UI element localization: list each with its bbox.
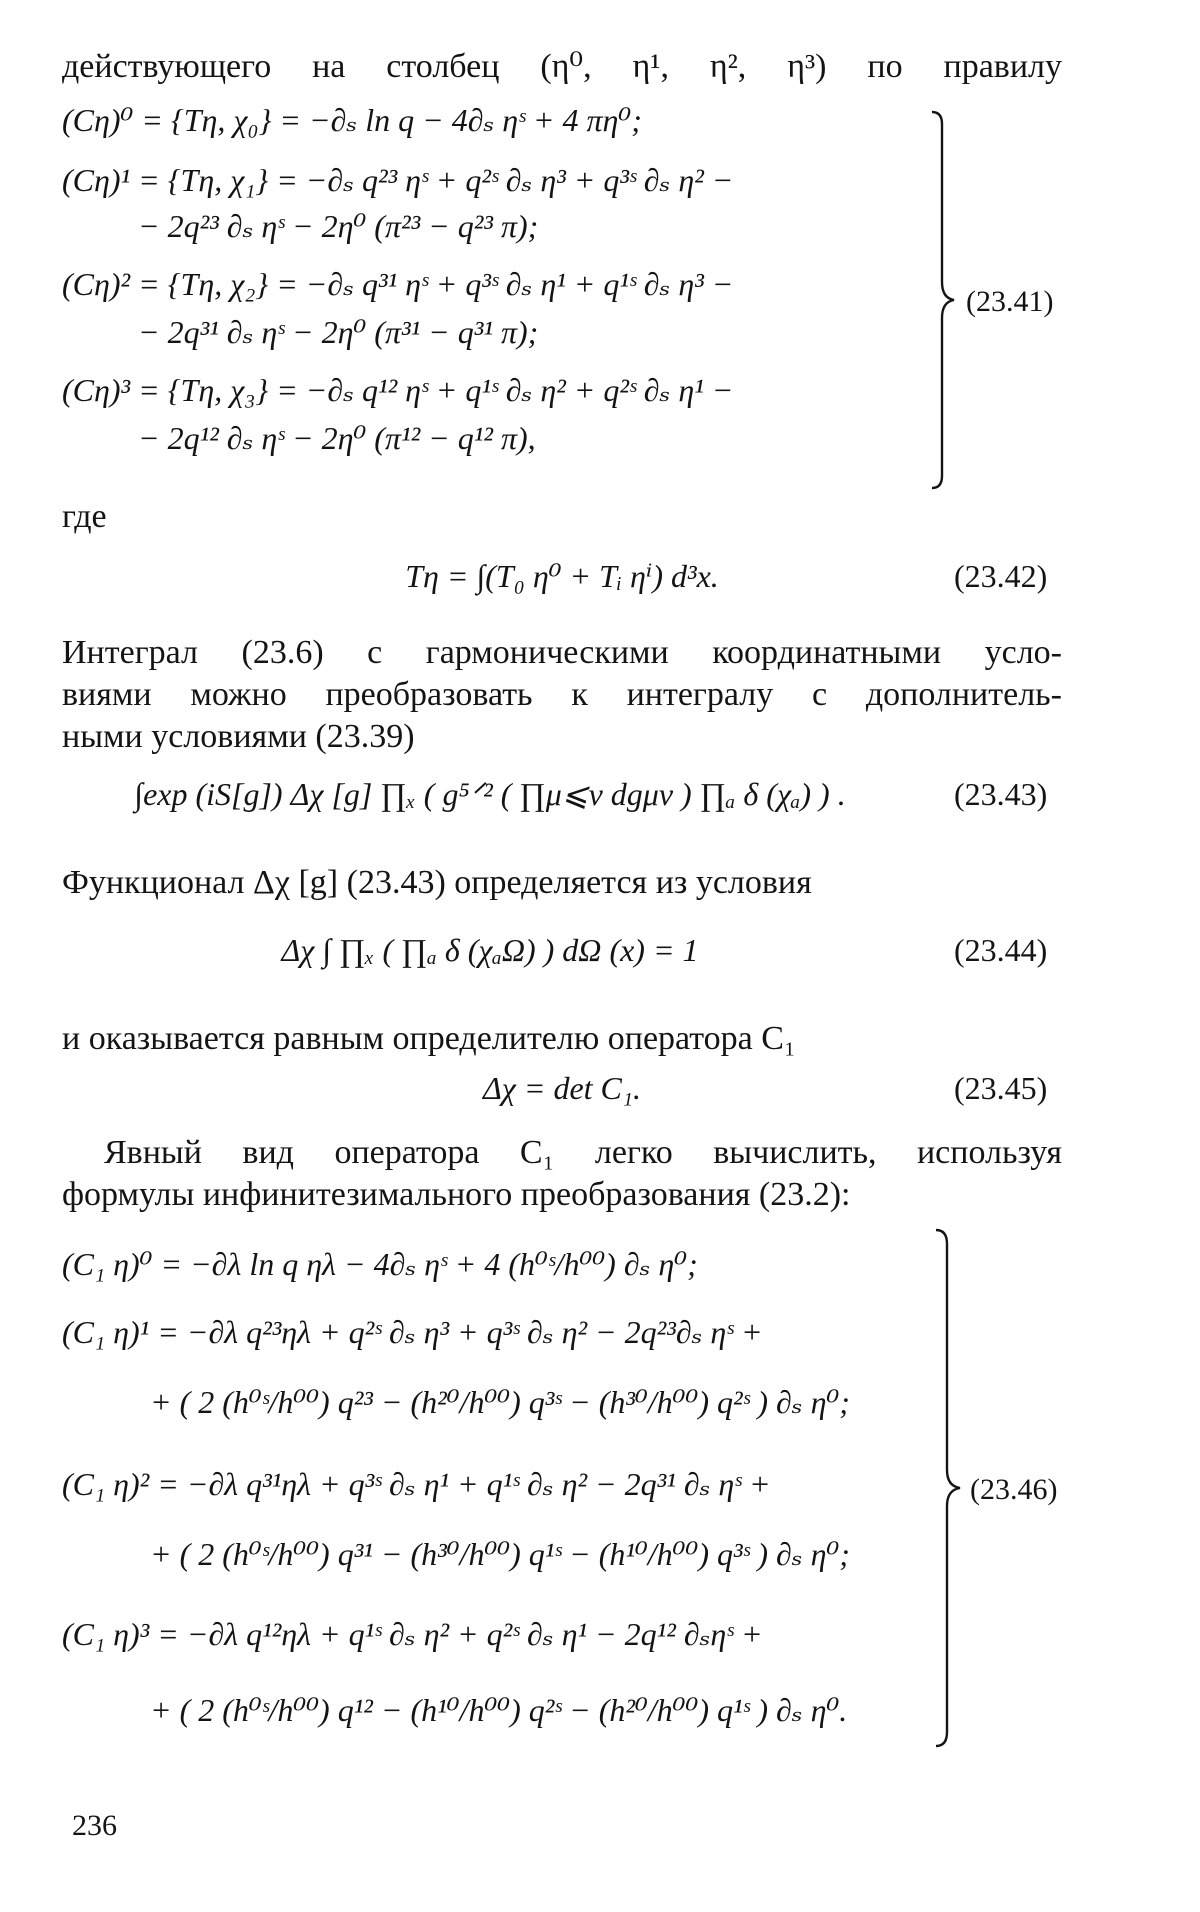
eq-23-46-line: + ( 2 (h⁰ˢ/h⁰⁰) q¹² − (h¹⁰/h⁰⁰) q²ˢ − (h²⁰/h⁰⁰) q¹ˢ ) ∂ₛ η⁰. (150, 1692, 848, 1728)
equation-number: (23.46) (970, 1473, 1058, 1506)
eq-23-46-line: (C₁ η)⁰ = −∂λ ln q ηλ − 4∂ₛ ηˢ + 4 (h⁰ˢ/h⁰⁰) ∂ₛ η⁰; (62, 1246, 698, 1282)
eq-23-41-line: − 2q¹² ∂ₛ ηˢ − 2η⁰ (π¹² − q¹² π), (138, 420, 536, 456)
paragraph-line: и оказывается равным определителю оператора C₁ (62, 1020, 796, 1057)
eq-23-41-line: (Cη)³ = {Tη, χ₃} = −∂ₛ q¹² ηˢ + q¹ˢ ∂ₛ η² + q²ˢ ∂ₛ η¹ − (62, 372, 734, 408)
right-brace-icon (932, 1228, 964, 1748)
eq-23-41-line: (Cη)⁰ = {Tη, χ₀} = −∂ₛ ln q − 4∂ₛ ηˢ + 4 πη⁰; (62, 102, 642, 138)
eq-23-41-line: (Cη)² = {Tη, χ₂} = −∂ₛ q³¹ ηˢ + q³ˢ ∂ₛ η¹ + q¹ˢ ∂ₛ η³ − (62, 266, 734, 302)
equation-23-44: Δχ ∫ ∏ₓ ( ∏ₐ δ (χₐΩ) ) dΩ (x) = 1 (281, 932, 699, 968)
paragraph-line: Функционал Δχ [g] (23.43) определяется из условия (62, 864, 812, 901)
eq-23-41-line: (Cη)¹ = {Tη, χ₁} = −∂ₛ q²³ ηˢ + q²ˢ ∂ₛ η³ + q³ˢ ∂ₛ η² − (62, 162, 734, 198)
eq-23-41-line: − 2q²³ ∂ₛ ηˢ − 2η⁰ (π²³ − q²³ π); (138, 208, 539, 244)
eq-23-46-line: (C₁ η)³ = −∂λ q¹²ηλ + q¹ˢ ∂ₛ η² + q²ˢ ∂ₛ η¹ − 2q¹² ∂ₛηˢ + (62, 1616, 763, 1652)
eq-23-46-line: (C₁ η)¹ = −∂λ q²³ηλ + q²ˢ ∂ₛ η³ + q³ˢ ∂ₛ η² − 2q²³∂ₛ ηˢ + (62, 1314, 763, 1350)
equation-23-42: Tη = ∫(T₀ η⁰ + Tᵢ ηⁱ) d³x. (405, 558, 719, 594)
paragraph-line: Явный вид оператора C₁ легко вычислить, используя (104, 1134, 1062, 1171)
intro-line: действующего на столбец (η⁰, η¹, η², η³) по правилу (62, 48, 1062, 85)
right-brace-icon (928, 110, 958, 490)
equation-number: (23.42) (954, 558, 1048, 594)
eq-23-46-line: + ( 2 (h⁰ˢ/h⁰⁰) q³¹ − (h³⁰/h⁰⁰) q¹ˢ − (h¹⁰/h⁰⁰) q³ˢ ) ∂ₛ η⁰; (150, 1536, 850, 1572)
equation-number: (23.44) (954, 932, 1048, 968)
equation-23-43: ∫exp (iS[g]) Δχ [g] ∏ₓ ( g⁵ᐟ² ( ∏μ⩽ν dgμν ) ∏ₐ δ (χₐ) ) . (134, 776, 846, 812)
equation-number: (23.43) (954, 776, 1048, 812)
page-number: 236 (72, 1809, 117, 1842)
eq-23-46-line: (C₁ η)² = −∂λ q³¹ηλ + q³ˢ ∂ₛ η¹ + q¹ˢ ∂ₛ η² − 2q³¹ ∂ₛ ηˢ + (62, 1466, 771, 1502)
equation-23-45: Δχ = det C₁. (482, 1070, 641, 1106)
paragraph-line: Интеграл (23.6) с гармоническими координатными усло- (62, 634, 1062, 671)
equation-number: (23.41) (966, 285, 1054, 318)
paragraph-line: ными условиями (23.39) (62, 718, 415, 755)
eq-23-46-line: + ( 2 (h⁰ˢ/h⁰⁰) q²³ − (h²⁰/h⁰⁰) q³ˢ − (h³⁰/h⁰⁰) q²ˢ ) ∂ₛ η⁰; (150, 1384, 850, 1420)
equation-number: (23.45) (954, 1070, 1048, 1106)
where-word: где (62, 498, 107, 535)
paragraph-line: виями можно преобразовать к интегралу с дополнитель- (62, 676, 1062, 713)
paragraph-line: формулы инфинитезимального преобразования (23.2): (62, 1176, 851, 1213)
eq-23-41-line: − 2q³¹ ∂ₛ ηˢ − 2η⁰ (π³¹ − q³¹ π); (138, 314, 539, 350)
